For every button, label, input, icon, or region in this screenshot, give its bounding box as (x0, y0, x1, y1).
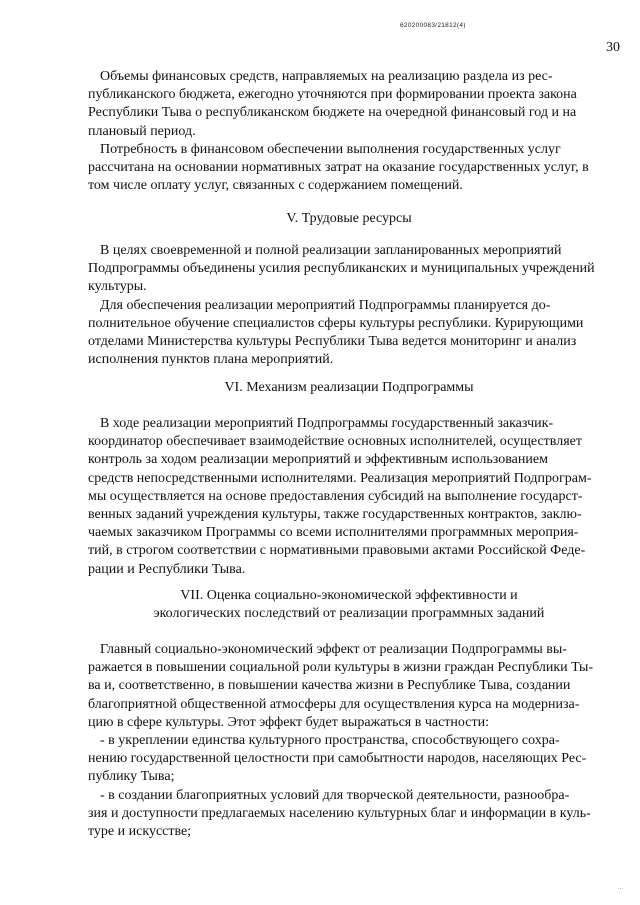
section-heading-line: VII. Оценка социально-экономической эффективности и (180, 588, 518, 603)
paragraph-line: публиканского бюджета, ежегодно уточняются при формировании проекта закона (88, 87, 577, 103)
paragraph-line: рассчитана на основании нормативных затрат на оказание государственных услуг, в (88, 160, 589, 176)
paragraph-line: плановый период. (88, 123, 196, 139)
paragraph-line: рации и Республики Тыва. (88, 561, 246, 577)
section-vii-body (88, 641, 610, 841)
section-heading-vi: VI. Механизм реализации Подпрограммы (224, 380, 474, 395)
paragraph-line: контроль за ходом реализации мероприятий и эффективным использованием (88, 452, 548, 468)
paragraph-line: мы осуществляется на основе предоставления субсидий на выполнение государст- (88, 488, 583, 504)
paragraph-line: - в создании благоприятных условий для творческой деятельности, разнообра- (100, 787, 570, 803)
paragraph-line: Подпрограммы объединены усилия республиканских и муниципальных учреждений (88, 261, 595, 277)
section-heading-line: экологических последствий от реализации программных заданий (153, 606, 545, 621)
section-v-body (88, 242, 610, 369)
paragraph-line: Республики Тыва о республиканском бюджете на очередной финансовый год и на (88, 105, 577, 121)
paragraph-line: публику Тыва; (88, 769, 175, 785)
section-vi-body (88, 415, 610, 579)
paragraph-line: тий, в строгом соответствии с нормативными правовыми актами Российской Феде- (88, 543, 586, 559)
paragraph-line: том числе оплату услуг, связанных с содержанием помещений. (88, 178, 463, 194)
paragraph-line: венных заданий учреждения культуры, также государственных контрактов, заклю- (88, 507, 582, 523)
paragraph-line: Главный социально-экономический эффект от реализации Подпрограммы вы- (100, 642, 567, 657)
paragraph-line: нению государственной целостности при самобытности народов, населяющих Рес- (88, 751, 587, 767)
paragraph-line: В целях своевременной и полной реализации запланированных мероприятий (100, 243, 562, 258)
section-heading-vii (88, 587, 610, 623)
paragraph-line: Потребность в финансовом обеспечении выполнения государственных услуг (100, 141, 561, 157)
paragraph-line: - в укреплении единства культурного пространства, способствующего сохра- (100, 733, 560, 749)
paragraph-line: В ходе реализации мероприятий Подпрограммы государственный заказчик- (100, 416, 554, 431)
paragraph-line: благоприятной общественной атмосферы для осуществления курса на модерниза- (88, 696, 580, 712)
paragraph-line: Объемы финансовых средств, направляемых на реализацию раздела из рес- (100, 69, 553, 84)
paragraph-line: зия и доступности предлагаемых населению культурных благ и информации в куль- (88, 805, 591, 821)
paragraph-line: ражается в повышении социальной роли культуры в жизни граждан Республики Ты- (88, 660, 594, 676)
paragraph-line: Для обеспечения реализации мероприятий Подпрограммы планируется до- (100, 297, 551, 313)
document-code: 620200083/21812(4) (400, 22, 466, 29)
page-number: 30 (606, 40, 620, 55)
paragraph-line: полнительное обучение специалистов сферы культуры республики. Курирующими (88, 315, 584, 331)
paragraph-line: координатор обеспечивает взаимодействие основных исполнителей, осуществляет (88, 434, 582, 450)
paragraph-line: туре и искусстве; (88, 824, 192, 840)
paragraph-line: цию в сфере культуры. Этот эффект будет выражаться в частности: (88, 714, 489, 730)
paragraph-line: отделами Министерства культуры Республики Тыва ведется мониторинг и анализ (88, 334, 577, 350)
paragraph-line: культуры. (88, 279, 147, 295)
paragraph-line: ва и, соответственно, в повышении качества жизни в Республике Тыва, создании (88, 678, 571, 694)
paragraph-line: чаемых заказчиком Программы со всеми исполнителями программных мероприя- (88, 525, 579, 541)
section-heading-v: V. Трудовые ресурсы (286, 211, 412, 226)
paragraph-line: средств непосредственными исполнителями. Реализация мероприятий Подпрограм- (88, 470, 592, 486)
intro-section (88, 68, 610, 195)
scan-mark: ... (618, 883, 624, 891)
paragraph-line: исполнения пунктов плана мероприятий. (88, 352, 334, 368)
